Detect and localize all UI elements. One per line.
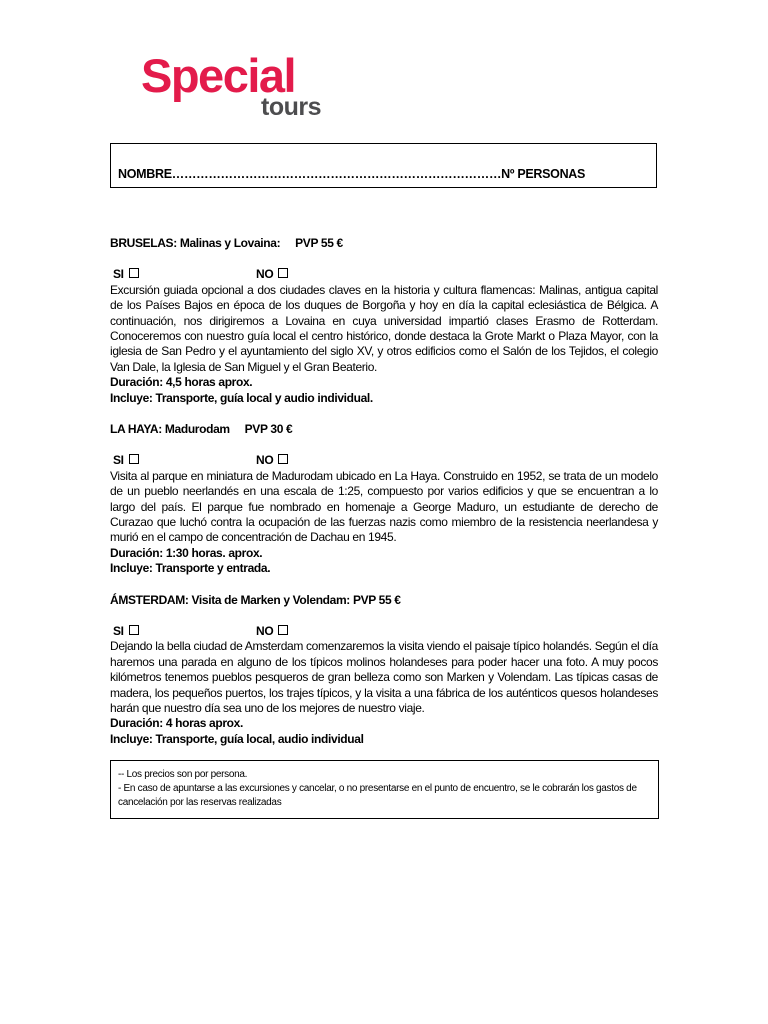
no-label: NO [256, 624, 274, 639]
no-checkbox[interactable] [278, 625, 288, 635]
no-checkbox[interactable] [278, 454, 288, 464]
yes-checkbox[interactable] [129, 268, 139, 278]
name-persons-line: NOMBRE………………………………………………………………………Nº PERSONAS [118, 167, 586, 181]
excursions-content [110, 236, 658, 747]
excursion-includes: Incluye: Transporte y entrada. [110, 561, 271, 576]
logo-brand-tours: tours [261, 93, 321, 121]
yes-option[interactable] [113, 453, 139, 468]
notes-box [110, 760, 659, 819]
excursion-title: LA HAYA: Madurodam PVP 30 € [110, 422, 293, 437]
yes-label: SI [113, 267, 124, 282]
excursion-title: BRUSELAS: Malinas y Lovaina: PVP 55 € [110, 236, 343, 250]
note-price-per-person: -- Los precios son por persona. [118, 769, 248, 780]
yes-no-choice [110, 267, 658, 282]
excursion-duration: Duración: 4,5 horas aprox. [110, 375, 253, 390]
excursion-title: ÁMSTERDAM: Visita de Marken y Volendam: PVP 55 € [110, 592, 401, 607]
yes-no-choice [110, 624, 658, 639]
yes-label: SI [113, 453, 124, 468]
excursion-includes: Incluye: Transporte, guía local, audio individual [110, 731, 364, 746]
no-label: NO [256, 267, 274, 282]
yes-checkbox[interactable] [129, 454, 139, 464]
excursion-description: Excursión guiada opcional a dos ciudades claves en la historia y cultura flamencas: Malinas, antigua capital de los Países Bajos en época de los duques de Borgoña y hoy en día la capital eclesiástica de Bélgica. A continuación, nos dirigiremos a Lovaina en cuya universidad impartió clases Erasmo de Rotterdam. Conoceremos con nuestro guía local el centro histórico, donde destaca la Grote Markt o Plaza Mayor, con la iglesia de San Pedro y el ayuntamiento del siglo XV, y otros edificios como el Salón de los Tejidos, el colegio Van Dale, la Iglesia de San Miguel y el Gran Beaterio. [110, 282, 658, 374]
note-cancellation: - En caso de apuntarse a las excursiones y cancelar, o no presentarse en el punto de encuentro, se le cobrarán los gastos de cancelación por las reservas realizadas [118, 783, 637, 808]
excursion-duration: Duración: 4 horas aprox. [110, 716, 243, 731]
no-option[interactable] [256, 267, 288, 282]
excursion-description: Visita al parque en miniatura de Madurodam ubicado en La Haya. Construido en 1952, se trata de un modelo de un pueblo neerlandés en una escala de 1:25, compuesto por varios edificios y que se encuentran a lo largo del país. El parque fue nombrado en homenaje a George Maduro, un estudiante de derecho de Curazao que luchó contra la ocupación de las fuerzas nazis como miembro de la resistencia neerlandesa y murió en el campo de concentración de Dachau en 1945. [110, 468, 658, 545]
excursion-description: Dejando la bella ciudad de Amsterdam comenzaremos la visita viendo el paisaje típico holandés. Según el día haremos una parada en alguno de los típicos molinos holandeses para poder hacer una foto. A muy pocos kilómetros tenemos pueblos pesqueros de gran belleza como son Marken y Volendam. Las típicas casas de madera, los pequeños puertos, los trajes típicos, y la visita a una fábrica de los auténticos quesos holandeses harán que nuestro día sea uno de los mejores de nuestro viaje. [110, 639, 658, 716]
no-option[interactable] [256, 624, 288, 639]
excursion-includes: Incluye: Transporte, guía local y audio individual. [110, 390, 373, 405]
excursion-bruselas [110, 236, 658, 406]
logo-brand-special: Special [141, 49, 296, 102]
excursion-la-haya [110, 422, 658, 577]
excursion-duration: Duración: 1:30 horas. aprox. [110, 545, 263, 560]
yes-no-choice [110, 453, 658, 468]
yes-option[interactable] [113, 267, 139, 282]
excursion-amsterdam [110, 593, 658, 748]
no-option[interactable] [256, 453, 288, 468]
no-checkbox[interactable] [278, 268, 288, 278]
no-label: NO [256, 453, 274, 468]
yes-checkbox[interactable] [129, 625, 139, 635]
special-tours-logo [141, 48, 341, 128]
name-persons-field-box[interactable] [110, 143, 657, 188]
yes-option[interactable] [113, 624, 139, 639]
yes-label: SI [113, 624, 124, 639]
